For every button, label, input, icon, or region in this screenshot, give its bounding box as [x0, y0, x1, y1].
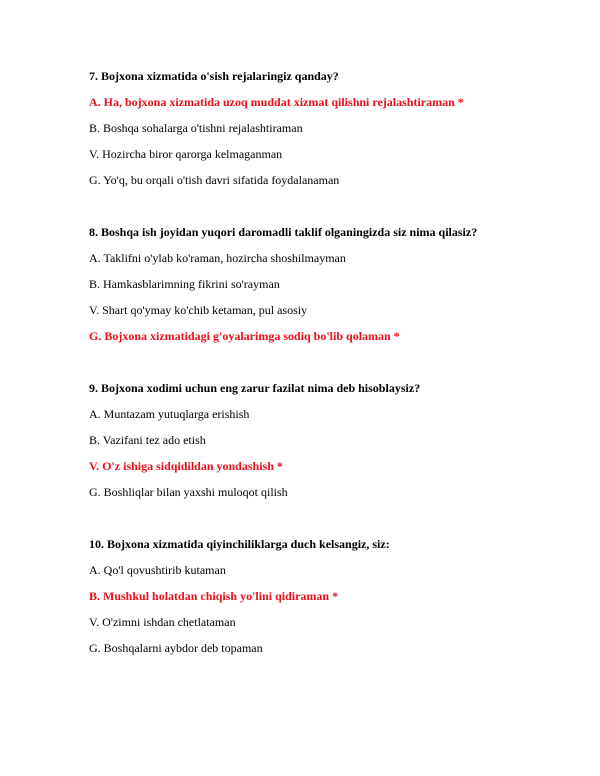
question-7-option-a: A. Ha, bojxona xizmatida uzoq muddat xizmat qilishni rejalashtiraman * — [89, 95, 464, 109]
question-8-title: 8. Boshqa ish joyidan yuqori daromadli taklif olganingizda siz nima qilasiz? — [89, 225, 478, 239]
question-7-option-b: B. Boshqa sohalarga o'tishni rejalashtiraman — [89, 121, 303, 135]
question-9-title: 9. Bojxona xodimi uchun eng zarur fazilat nima deb hisoblaysiz? — [89, 381, 421, 395]
question-10-option-b: B. Mushkul holatdan chiqish yo'lini qidiraman * — [89, 589, 339, 603]
question-7-option-g: G. Yo'q, bu orqali o'tish davri sifatida foydalanaman — [89, 173, 340, 187]
question-9-option-g: G. Boshliqlar bilan yaxshi muloqot qilish — [89, 485, 288, 499]
question-8-option-b: B. Hamkasblarimning fikrini so'rayman — [89, 277, 280, 291]
question-8-option-g: G. Bojxona xizmatidagi g'oyalarimga sodiq bo'lib qolaman * — [89, 329, 400, 343]
question-7-option-v: V. Hozircha biror qarorga kelmaganman — [89, 147, 283, 161]
question-10-option-v: V. O'zimni ishdan chetlataman — [89, 615, 236, 629]
question-8-option-v: V. Shart qo'ymay ko'chib ketaman, pul asosiy — [89, 303, 308, 317]
question-10-title: 10. Bojxona xizmatida qiyinchiliklarga duch kelsangiz, siz: — [89, 537, 390, 551]
question-9-option-v: V. O'z ishiga sidqidildan yondashish * — [89, 459, 283, 473]
question-9-option-b: B. Vazifani tez ado etish — [89, 433, 206, 447]
question-7-title: 7. Bojxona xizmatida o'sish rejalaringiz qanday? — [89, 69, 339, 83]
question-10-option-g: G. Boshqalarni aybdor deb topaman — [89, 641, 263, 655]
question-9-option-a: A. Muntazam yutuqlarga erishish — [89, 407, 250, 421]
question-8-option-a: A. Taklifni o'ylab ko'raman, hozircha shoshilmayman — [89, 251, 346, 265]
question-10-option-a: A. Qo'l qovushtirib kutaman — [89, 563, 226, 577]
